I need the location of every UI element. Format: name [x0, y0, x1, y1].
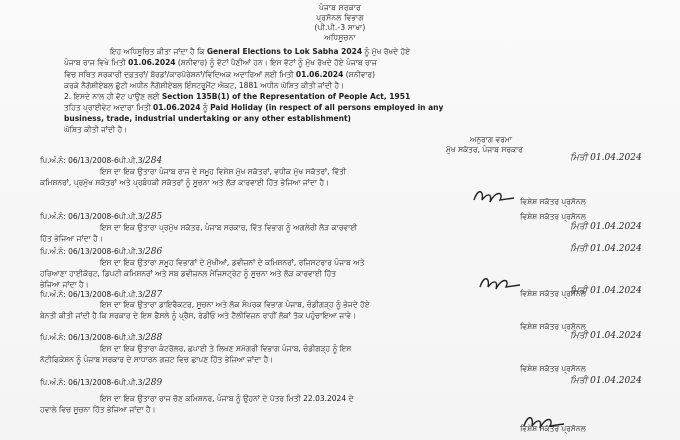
- endorsement-text: ਕਮਿਸ਼ਨਰਾਂ, ਪ੍ਰਮੁੱਖ ਸਕੱਤਰਾਂ ਅਤੇ ਪ੍ਰਬੰਧਕੀ ਸਕੱਤਰਾਂ ਨੂੰ ਸੂਚਨਾ ਅਤੇ ਲੋੜ ਕਾਰਵਾਈ ਹਿੱਤ ਭੇਜਿਆ ਜਾਂਦਾ ਹੈ।: [40, 178, 330, 187]
- notification-heading: ਅਧਿਸੂਚਨਾ: [324, 33, 356, 42]
- signatory-title: ਵਿਸ਼ੇਸ਼ ਸਕੱਤਰ ਪ੍ਰਸੋਨਲ: [520, 197, 586, 206]
- signatory-title: ਵਿਸ਼ੇਸ਼ ਸਕੱਤਰ ਪ੍ਰਸੋਨਲ: [520, 212, 586, 221]
- endorsement-text: ਇਸ ਦਾ ਇਕ ਉਤਾਰਾ ਸਮੂਹ ਵਿਭਾਗਾਂ ਦੇ ਮੁੱਖੀਆਂ, ਡਵੀਜ਼ਨਾਂ ਦੇ ਕਮਿਸ਼ਨਰਾਂ, ਰਜਿਸਟਰਾਰ ਪੰਜਾਬ ਅਤੇ: [100, 258, 365, 267]
- branch-name: (ਪੀ.ਪੀ.-3 ਸਾਖਾ): [314, 23, 366, 32]
- endorsement-text: ਇਸ ਦਾ ਇਕ ਉਤਾਰਾ ਡਾਇਰੈਕਟਰ, ਸੂਚਨਾ ਅਤੇ ਲੋਕ ਸੰਪਰਕ ਵਿਭਾਗ ਪੰਜਾਬ, ਚੰਡੀਗੜ੍ਹ ਨੂੰ ਭੇਜਦੇ ਹੋਏ: [100, 300, 370, 309]
- body-line-1: ਇਹ ਅਧਿਸੂਚਿਤ ਕੀਤਾ ਜਾਂਦਾ ਹੈ ਕਿ General Elections to Lok Sabha 2024 ਨੂੰ ਮੁੱਖ ਰੱਖਦੇ ਹੋਏ: [110, 47, 411, 56]
- signatory-title: ਵਿਸ਼ੇਸ਼ ਸਕੱਤਰ ਪ੍ਰਸੋਨਲ: [520, 289, 586, 298]
- department-name: ਪ੍ਰਸੋਨਲ ਵਿਭਾਗ: [316, 13, 364, 22]
- endorsement-ref: ਪਿ.ਅੰ.ਨੰ: 06/13/2008-6ਪੀ.ਪੀ.3/284: [40, 156, 163, 166]
- body-line-6: ਤਹਿਤ ਪ੍ਰਾਈਵੇਟ ਅਦਾਰਾ ਮਿਤੀ 01.06.2024 ਨੂੰ Paid Holiday (in respect of all persons employed in any: [64, 103, 444, 112]
- endorsement-text: ਇਸ ਦਾ ਇਕ ਉਤਾਰਾ ਪੰਜਾਬ ਰਾਜ ਦੇ ਸਮੂਹ ਵਿਸ਼ੇਸ਼ ਮੁੱਖ ਸਕੱਤਰਾਂ, ਵਧੀਕ ਮੁੱਖ ਸਕੱਤਰਾਂ, ਵਿੱਤੀ: [100, 167, 347, 176]
- chief-secretary-name: ਅਨੁਰਾਗ ਵਰਮਾ: [470, 135, 512, 144]
- signatory-title: ਵਿਸ਼ੇਸ਼ ਸਕੱਤਰ ਪ੍ਰਸੋਨਲ: [520, 424, 586, 433]
- body-line-5: 2. ਇਸਦੇ ਨਾਲ ਹੀ ਵੋਟ ਪਾਉਣ ਲਈ Section 135B(1) of the Representation of People Act, 1951: [64, 92, 411, 101]
- endorsement-ref: ਪਿ.ਅੰ.ਨੰ: 06/13/2008-6ਪੀ.ਪੀ.3/289: [40, 378, 163, 388]
- endorsement-ref: ਪਿ.ਅੰ.ਨੰ: 06/13/2008-6ਪੀ.ਪੀ.3/288: [40, 333, 163, 343]
- body-line-8: ਘੋਸ਼ਿਤ ਕੀਤੀ ਜਾਂਦੀ ਹੈ।: [64, 125, 128, 134]
- endorsement-text: ਹਵਾਲੇ ਵਿਚ ਸੂਚਨਾ ਹਿੱਤ ਭੇਜਿਆ ਜਾਂਦਾ ਹੈ।: [40, 405, 156, 414]
- body-line-4: ਕਰਕੇ ਨੈਗੋਸ਼ੀਏਬਲ ਛੁੱਟੀ ਅਧੀਨ ਨੈਗੋਸ਼ੀਏਬਲ ਇੰਸਟਰੂਮੈਂਟ ਐਕਟ, 1881 ਅਧੀਨ ਘੋਸ਼ਿਤ ਕੀਤੀ ਜਾਂਦੀ ਹੈ।: [64, 81, 345, 90]
- endorsement-ref: ਪਿ.ਅੰ.ਨੰ: 06/13/2008-6ਪੀ.ਪੀ.3/285: [40, 212, 163, 222]
- endorsement-text: ਹਰਿਆਣਾ ਹਾਈਕੋਰਟ, ਡਿਪਟੀ ਕਮਿਸ਼ਨਰਾਂ ਅਤੇ ਸਬ ਡਵੀਜ਼ਨਲ ਮੈਜਿਸਟ੍ਰੇਟ ਨੂੰ ਸੂਚਨਾ ਅਤੇ ਲੋੜ ਕਾਰਵਾਈ ਹਿੱਤ: [40, 269, 337, 278]
- endorsement-ref: ਪਿ.ਅੰ.ਨੰ: 06/13/2008-6ਪੀ.ਪੀ.3/286: [40, 247, 163, 257]
- endorsement-date: ਮਿਤੀ 01.04.2024: [570, 331, 642, 341]
- body-line-7: business, trade, industrial undertaking or any other establishment): [64, 114, 351, 123]
- signature-mark: [476, 273, 524, 295]
- endorsement-date: ਮਿਤੀ 01.04.2024: [570, 153, 642, 163]
- endorsement-text: ਇਸ ਦਾ ਇਕ ਉਤਾਰਾ ਕੰਟਰੋਲਰ, ਛਪਾਈ ਤੇ ਲਿਖਣ ਸਮੱਗਰੀ ਵਿਭਾਗ ਪੰਜਾਬ, ਚੰਡੀਗੜ੍ਹ ਨੂੰ ਇਸ: [100, 344, 352, 353]
- endorsement-text: ਇਸ ਦਾ ਇਕ ਉਤਾਰਾ ਰਾਜ ਚੋਣ ਕਮਿਸ਼ਨਰ, ਪੰਜਾਬ ਨੂੰ ਉਹਨਾਂ ਦੇ ਪੱਤਰ ਮਿਤੀ 22.03.2024 ਦੇ: [100, 394, 354, 403]
- govt-name: ਪੰਜਾਬ ਸਰਕਾਰ: [318, 3, 362, 12]
- chief-secretary-title: ਮੁੱਖ ਸਕੱਤਰ, ਪੰਜਾਬ ਸਰਕਾਰ: [446, 145, 523, 154]
- signatory-title: ਵਿਸ਼ੇਸ਼ ਸਕੱਤਰ ਪ੍ਰਸੋਨਲ: [520, 364, 586, 373]
- endorsement-date: ਮਿਤੀ 01.04.2024: [570, 222, 642, 232]
- endorsement-text: ਨੋਟੀਫਿਕੇਸ਼ਨ ਨੂੰ ਪੰਜਾਬ ਸਰਕਾਰ ਦੇ ਸਾਧਾਰਨ ਗਜ਼ਟ ਵਿਚ ਛਾਪਣ ਹਿੱਤ ਭੇਜਿਆ ਜਾਂਦਾ ਹੈ।: [40, 355, 274, 364]
- endorsement-date: ਮਿਤੀ 01.04.2024: [570, 244, 642, 254]
- endorsement-date: ਮਿਤੀ 01.04.2024: [570, 376, 642, 386]
- endorsement-text: ਭੇਜਿਆ ਜਾਂਦਾ ਹੈ।: [40, 280, 89, 289]
- body-line-2: ਪੰਜਾਬ ਰਾਜ ਵਿਖੇ ਮਿਤੀ 01.06.2024 (ਸ਼ਨੀਵਾਰ) ਨੂੰ ਵੋਟਾਂ ਪੈਣੀਆਂ ਹਨ। ਇਸ ਵੋਟਾਂ ਨੂੰ ਮੁੱਖ ਰੱਖਦੇ ਹੋਏ ਪੰਜਾਬ ਰਾਜ: [64, 58, 377, 67]
- signatory-title: ਵਿਸ਼ੇਸ਼ ਸਕੱਤਰ ਪ੍ਰਸੋਨਲ: [520, 322, 586, 331]
- endorsement-text: ਇਸ ਦਾ ਇਕ ਉਤਾਰਾ ਪ੍ਰਮੁੱਖ ਸਕੱਤਰ, ਪੰਜਾਬ ਸਰਕਾਰ, ਵਿੱਤ ਵਿਭਾਗ ਨੂੰ ਅਗਲੇਰੀ ਲੋੜ ਕਾਰਵਾਈ: [100, 223, 358, 232]
- endorsement-text: ਬੇਨਤੀ ਕੀਤੀ ਜਾਂਦੀ ਹੈ ਕਿ ਸਰਕਾਰ ਦੇ ਇਸ ਫੈਸਲੇ ਨੂੰ ਪ੍ਰੈਸ, ਰੇਡੀਓ ਅਤੇ ਟੈਲੀਵਿਜ਼ਨ ਰਾਹੀਂ ਲੋਕਾਂ ਤੱਕ ਪਹੁੰਚਾਇਆ ਜਾਵੇ।: [40, 311, 357, 320]
- body-line-3: ਵਿਚ ਸਥਿਤ ਸਰਕਾਰੀ ਦਫ਼ਤਰਾਂ/ ਬੋਰਡਾਂ/ਕਾਰਪੋਰੇਸ਼ਨਾਂ/ਵਿਦਿਅਕ ਅਦਾਰਿਆਂ ਲਈ ਮਿਤੀ 01.06.2024 (ਸ਼ਨੀਵਾਰ): [64, 70, 376, 79]
- endorsement-date: ਮਿਤੀ 01.04.2024: [570, 286, 642, 296]
- endorsement-ref: ਪਿ.ਅੰ.ਨੰ: 06/13/2008-6ਪੀ.ਪੀ.3/287: [40, 290, 163, 300]
- signature-mark: [470, 186, 518, 208]
- endorsement-text: ਹਿੱਤ ਭੇਜਿਆ ਜਾਂਦਾ ਹੈ।: [40, 234, 103, 243]
